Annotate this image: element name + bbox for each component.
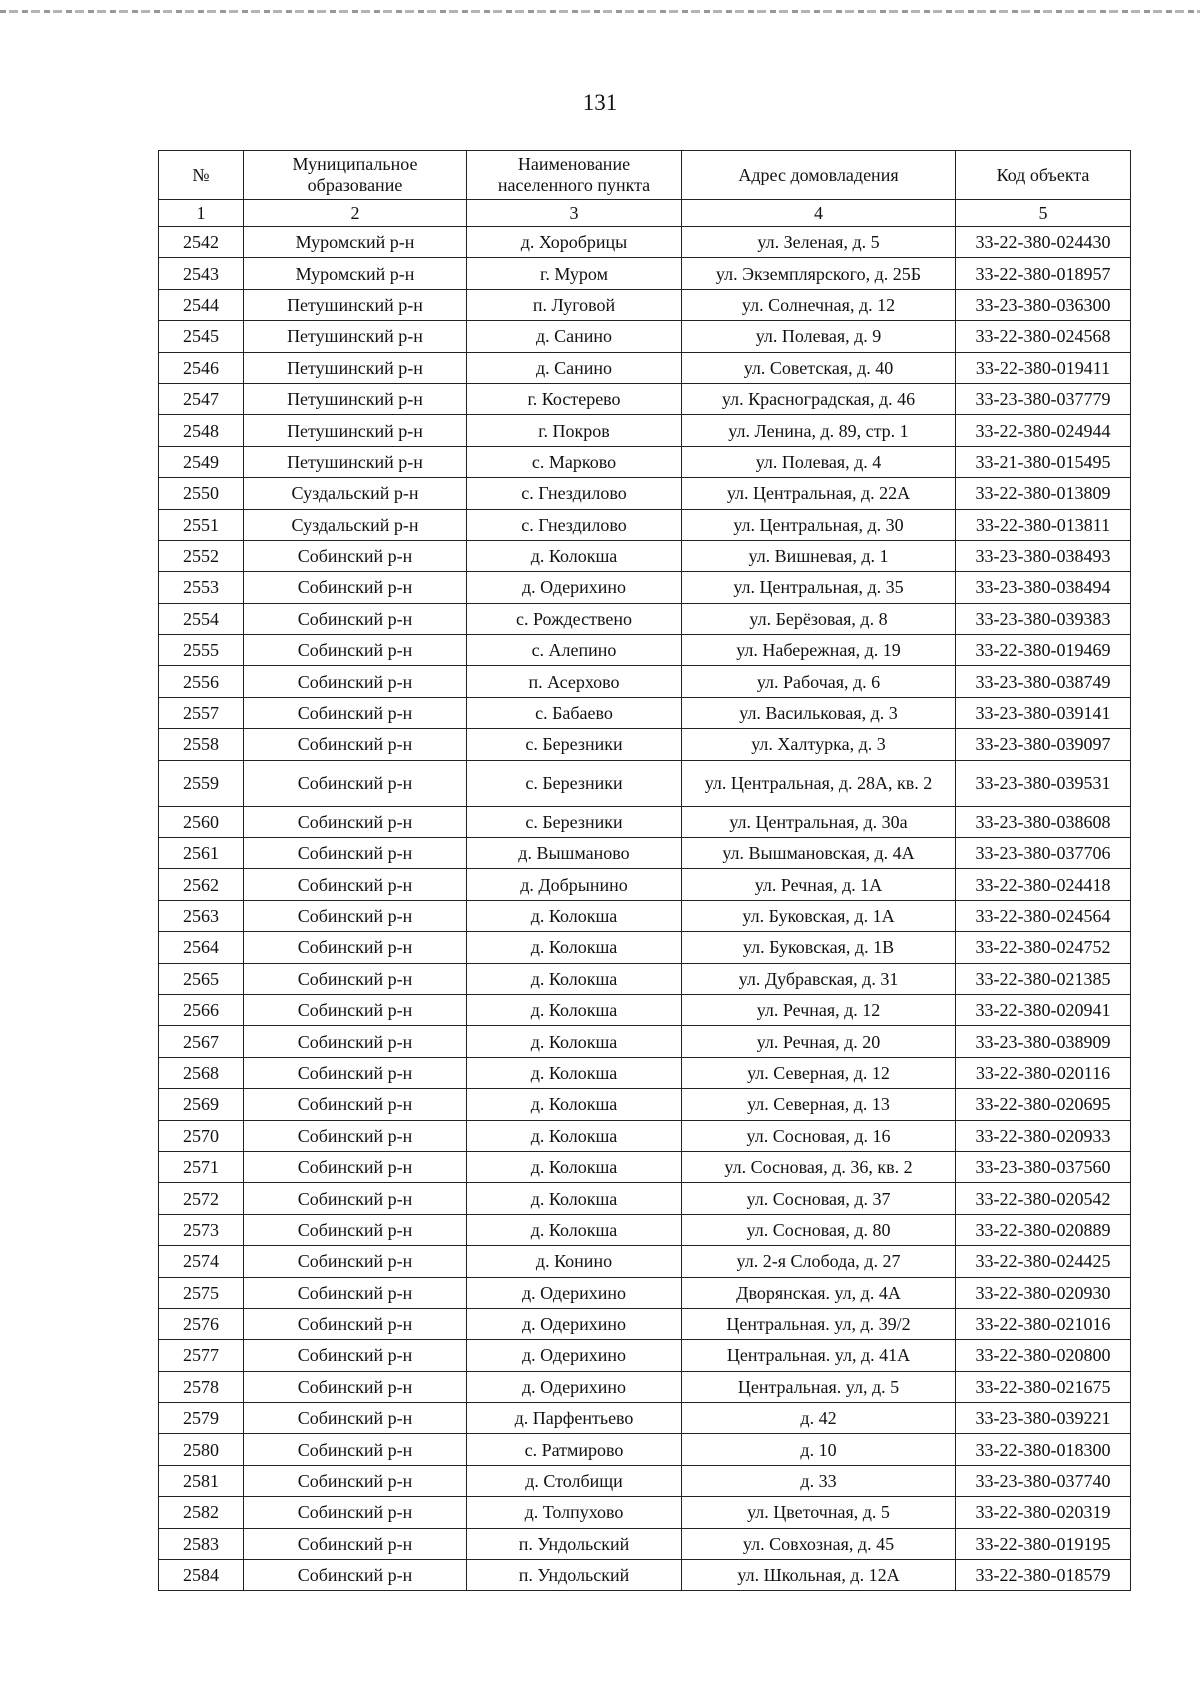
cell-address: ул. Сосновая, д. 16 (682, 1120, 956, 1151)
cell-settlement: д. Одерихино (467, 1277, 682, 1308)
cell-settlement: д. Столбищи (467, 1465, 682, 1496)
cell-number: 2552 (159, 540, 244, 571)
table-row (159, 1183, 1131, 1214)
cell-municipality: Собинский р-н (244, 963, 467, 994)
table-row (159, 1308, 1131, 1339)
cell-settlement: д. Хоробрицы (467, 227, 682, 258)
cell-number: 2568 (159, 1057, 244, 1088)
cell-municipality: Собинский р-н (244, 603, 467, 634)
cell-number: 2583 (159, 1528, 244, 1559)
cell-number: 2551 (159, 509, 244, 540)
cell-object-code: 33-22-380-021675 (956, 1371, 1131, 1402)
cell-municipality: Собинский р-н (244, 666, 467, 697)
cell-municipality: Собинский р-н (244, 1277, 467, 1308)
table-row (159, 540, 1131, 571)
cell-object-code: 33-22-380-018957 (956, 258, 1131, 289)
cell-object-code: 33-22-380-021385 (956, 963, 1131, 994)
cell-object-code: 33-22-380-018579 (956, 1560, 1131, 1591)
column-number-row (159, 200, 1131, 227)
cell-object-code: 33-22-380-024425 (956, 1246, 1131, 1277)
cell-address: ул. Халтурка, д. 3 (682, 729, 956, 760)
cell-address: ул. Полевая, д. 9 (682, 321, 956, 352)
cell-settlement: д. Колокша (467, 540, 682, 571)
cell-number: 2564 (159, 932, 244, 963)
table-row (159, 321, 1131, 352)
cell-settlement: д. Колокша (467, 1026, 682, 1057)
cell-municipality: Петушинский р-н (244, 446, 467, 477)
cell-municipality: Собинский р-н (244, 1308, 467, 1339)
cell-number: 2563 (159, 900, 244, 931)
column-number: 4 (682, 200, 956, 227)
cell-municipality: Собинский р-н (244, 540, 467, 571)
cell-settlement: д. Парфентьево (467, 1403, 682, 1434)
table-row (159, 509, 1131, 540)
table-row (159, 227, 1131, 258)
cell-number: 2567 (159, 1026, 244, 1057)
table-row (159, 572, 1131, 603)
cell-address: Центральная. ул, д. 41А (682, 1340, 956, 1371)
header-settlement: Наименование населенного пункта (467, 151, 682, 200)
cell-settlement: д. Одерихино (467, 1340, 682, 1371)
header-number: № (159, 151, 244, 200)
cell-settlement: с. Гнездилово (467, 478, 682, 509)
cell-object-code: 33-22-380-020319 (956, 1497, 1131, 1528)
cell-municipality: Собинский р-н (244, 1120, 467, 1151)
cell-number: 2557 (159, 697, 244, 728)
cell-object-code: 33-23-380-038909 (956, 1026, 1131, 1057)
cell-object-code: 33-22-380-019469 (956, 635, 1131, 666)
table-row (159, 1089, 1131, 1120)
cell-address: ул. Центральная, д. 22А (682, 478, 956, 509)
table-row (159, 635, 1131, 666)
cell-object-code: 33-23-380-038494 (956, 572, 1131, 603)
cell-settlement: с. Алепино (467, 635, 682, 666)
cell-municipality: Собинский р-н (244, 760, 467, 806)
table-row (159, 838, 1131, 869)
table-row (159, 1277, 1131, 1308)
cell-municipality: Собинский р-н (244, 1026, 467, 1057)
cell-municipality: Собинский р-н (244, 1497, 467, 1528)
cell-address: ул. Северная, д. 12 (682, 1057, 956, 1088)
table-row (159, 1403, 1131, 1434)
table-row (159, 806, 1131, 837)
cell-address: ул. Центральная, д. 30 (682, 509, 956, 540)
header-object-code: Код объекта (956, 151, 1131, 200)
cell-address: ул. Северная, д. 13 (682, 1089, 956, 1120)
cell-number: 2542 (159, 227, 244, 258)
cell-number: 2580 (159, 1434, 244, 1465)
table-row (159, 994, 1131, 1025)
cell-number: 2579 (159, 1403, 244, 1434)
cell-object-code: 33-22-380-021016 (956, 1308, 1131, 1339)
cell-address: д. 10 (682, 1434, 956, 1465)
cell-object-code: 33-22-380-024418 (956, 869, 1131, 900)
cell-address: Центральная. ул, д. 39/2 (682, 1308, 956, 1339)
cell-settlement: г. Покров (467, 415, 682, 446)
cell-object-code: 33-23-380-037740 (956, 1465, 1131, 1496)
cell-object-code: 33-22-380-020116 (956, 1057, 1131, 1088)
table-row (159, 1214, 1131, 1245)
cell-number: 2570 (159, 1120, 244, 1151)
cell-settlement: д. Колокша (467, 1214, 682, 1245)
table-row (159, 603, 1131, 634)
cell-municipality: Петушинский р-н (244, 352, 467, 383)
cell-object-code: 33-23-380-038608 (956, 806, 1131, 837)
cell-municipality: Собинский р-н (244, 697, 467, 728)
cell-number: 2576 (159, 1308, 244, 1339)
table-row (159, 1057, 1131, 1088)
page-number: 131 (582, 90, 618, 115)
table-row (159, 963, 1131, 994)
cell-object-code: 33-22-380-024752 (956, 932, 1131, 963)
cell-object-code: 33-22-380-013811 (956, 509, 1131, 540)
cell-address: ул. Речная, д. 1А (682, 869, 956, 900)
cell-settlement: д. Добрынино (467, 869, 682, 900)
column-number: 2 (244, 200, 467, 227)
cell-settlement: д. Колокша (467, 900, 682, 931)
table-row (159, 697, 1131, 728)
cell-object-code: 33-23-380-039097 (956, 729, 1131, 760)
cell-number: 2572 (159, 1183, 244, 1214)
cell-settlement: д. Конино (467, 1246, 682, 1277)
cell-settlement: с. Марково (467, 446, 682, 477)
cell-number: 2575 (159, 1277, 244, 1308)
cell-municipality: Собинский р-н (244, 869, 467, 900)
cell-address: ул. Сосновая, д. 80 (682, 1214, 956, 1245)
cell-settlement: д. Колокша (467, 994, 682, 1025)
cell-municipality: Собинский р-н (244, 1340, 467, 1371)
cell-object-code: 33-23-380-037560 (956, 1151, 1131, 1182)
cell-municipality: Петушинский р-н (244, 383, 467, 414)
cell-object-code: 33-22-380-020941 (956, 994, 1131, 1025)
table-row (159, 760, 1131, 806)
header-municipality: Муниципальное образование (244, 151, 467, 200)
cell-number: 2558 (159, 729, 244, 760)
cell-number: 2569 (159, 1089, 244, 1120)
cell-address: ул. Рабочая, д. 6 (682, 666, 956, 697)
cell-settlement: г. Муром (467, 258, 682, 289)
cell-address: ул. Набережная, д. 19 (682, 635, 956, 666)
cell-settlement: с. Рождествено (467, 603, 682, 634)
cell-municipality: Собинский р-н (244, 572, 467, 603)
cell-object-code: 33-23-380-037706 (956, 838, 1131, 869)
cell-number: 2566 (159, 994, 244, 1025)
cell-municipality: Собинский р-н (244, 1246, 467, 1277)
cell-number: 2553 (159, 572, 244, 603)
cell-object-code: 33-23-380-038493 (956, 540, 1131, 571)
cell-number: 2554 (159, 603, 244, 634)
table-body (159, 227, 1131, 1591)
cell-municipality: Собинский р-н (244, 729, 467, 760)
cell-municipality: Собинский р-н (244, 932, 467, 963)
cell-settlement: д. Вышманово (467, 838, 682, 869)
cell-address: ул. Васильковая, д. 3 (682, 697, 956, 728)
cell-address: ул. Советская, д. 40 (682, 352, 956, 383)
cell-settlement: д. Колокша (467, 1151, 682, 1182)
cell-settlement: д. Толпухово (467, 1497, 682, 1528)
cell-municipality: Собинский р-н (244, 1151, 467, 1182)
cell-object-code: 33-22-380-024564 (956, 900, 1131, 931)
cell-address: ул. Полевая, д. 4 (682, 446, 956, 477)
cell-settlement: с. Ратмирово (467, 1434, 682, 1465)
cell-municipality: Собинский р-н (244, 1371, 467, 1402)
cell-municipality: Собинский р-н (244, 635, 467, 666)
cell-municipality: Собинский р-н (244, 1465, 467, 1496)
cell-settlement: с. Березники (467, 760, 682, 806)
cell-municipality: Собинский р-н (244, 1560, 467, 1591)
cell-number: 2548 (159, 415, 244, 446)
cell-address: ул. Центральная, д. 30а (682, 806, 956, 837)
cell-address: ул. Вишневая, д. 1 (682, 540, 956, 571)
cell-address: ул. Берёзовая, д. 8 (682, 603, 956, 634)
scan-edge-line (0, 10, 1200, 13)
table-row (159, 1340, 1131, 1371)
cell-settlement: п. Ундольский (467, 1560, 682, 1591)
cell-municipality: Суздальский р-н (244, 509, 467, 540)
cell-settlement: с. Березники (467, 806, 682, 837)
cell-settlement: д. Одерихино (467, 1308, 682, 1339)
column-number: 3 (467, 200, 682, 227)
cell-address: д. 42 (682, 1403, 956, 1434)
cell-municipality: Собинский р-н (244, 838, 467, 869)
cell-settlement: д. Одерихино (467, 1371, 682, 1402)
column-number: 1 (159, 200, 244, 227)
cell-object-code: 33-22-380-013809 (956, 478, 1131, 509)
cell-municipality: Собинский р-н (244, 1434, 467, 1465)
cell-address: ул. Сосновая, д. 36, кв. 2 (682, 1151, 956, 1182)
cell-object-code: 33-22-380-024944 (956, 415, 1131, 446)
cell-municipality: Суздальский р-н (244, 478, 467, 509)
cell-settlement: д. Колокша (467, 1120, 682, 1151)
table-row (159, 869, 1131, 900)
cell-object-code: 33-22-380-020889 (956, 1214, 1131, 1245)
cell-municipality: Муромский р-н (244, 258, 467, 289)
cell-address: д. 33 (682, 1465, 956, 1496)
cell-object-code: 33-23-380-036300 (956, 289, 1131, 320)
table-row (159, 258, 1131, 289)
cell-municipality: Собинский р-н (244, 1214, 467, 1245)
cell-number: 2574 (159, 1246, 244, 1277)
cell-number: 2562 (159, 869, 244, 900)
cell-object-code: 33-23-380-038749 (956, 666, 1131, 697)
cell-settlement: д. Санино (467, 352, 682, 383)
cell-address: ул. Буковская, д. 1В (682, 932, 956, 963)
cell-settlement: д. Колокша (467, 1057, 682, 1088)
cell-address: ул. Школьная, д. 12А (682, 1560, 956, 1591)
cell-number: 2547 (159, 383, 244, 414)
table-row (159, 478, 1131, 509)
cell-object-code: 33-21-380-015495 (956, 446, 1131, 477)
cell-settlement: с. Гнездилово (467, 509, 682, 540)
table-row (159, 446, 1131, 477)
cell-municipality: Муромский р-н (244, 227, 467, 258)
registry-table (158, 150, 1131, 1591)
cell-number: 2571 (159, 1151, 244, 1182)
cell-municipality: Собинский р-н (244, 1089, 467, 1120)
cell-municipality: Собинский р-н (244, 1403, 467, 1434)
cell-address: ул. 2-я Слобода, д. 27 (682, 1246, 956, 1277)
table-row (159, 1246, 1131, 1277)
table-row (159, 383, 1131, 414)
cell-address: ул. Дубравская, д. 31 (682, 963, 956, 994)
table-row (159, 1465, 1131, 1496)
cell-settlement: п. Ундольский (467, 1528, 682, 1559)
cell-address: ул. Буковская, д. 1А (682, 900, 956, 931)
cell-address: ул. Центральная, д. 35 (682, 572, 956, 603)
table-row (159, 1371, 1131, 1402)
cell-object-code: 33-22-380-020933 (956, 1120, 1131, 1151)
cell-address: ул. Речная, д. 20 (682, 1026, 956, 1057)
cell-settlement: с. Бабаево (467, 697, 682, 728)
cell-address: ул. Центральная, д. 28А, кв. 2 (682, 760, 956, 806)
cell-municipality: Собинский р-н (244, 1528, 467, 1559)
cell-object-code: 33-22-380-024430 (956, 227, 1131, 258)
cell-settlement: г. Костерево (467, 383, 682, 414)
cell-address: Центральная. ул, д. 5 (682, 1371, 956, 1402)
cell-municipality: Собинский р-н (244, 1183, 467, 1214)
table-header (159, 151, 1131, 227)
column-number: 5 (956, 200, 1131, 227)
cell-settlement: д. Колокша (467, 963, 682, 994)
cell-number: 2550 (159, 478, 244, 509)
table-row (159, 1560, 1131, 1591)
cell-address: ул. Вышмановская, д. 4А (682, 838, 956, 869)
cell-number: 2565 (159, 963, 244, 994)
cell-number: 2561 (159, 838, 244, 869)
cell-object-code: 33-23-380-039221 (956, 1403, 1131, 1434)
table-row (159, 666, 1131, 697)
cell-object-code: 33-22-380-020800 (956, 1340, 1131, 1371)
cell-municipality: Собинский р-н (244, 994, 467, 1025)
cell-municipality: Собинский р-н (244, 806, 467, 837)
cell-municipality: Петушинский р-н (244, 289, 467, 320)
cell-address: ул. Зеленая, д. 5 (682, 227, 956, 258)
cell-object-code: 33-23-380-039383 (956, 603, 1131, 634)
cell-number: 2546 (159, 352, 244, 383)
table-row (159, 415, 1131, 446)
cell-object-code: 33-23-380-039531 (956, 760, 1131, 806)
cell-address: ул. Цветочная, д. 5 (682, 1497, 956, 1528)
cell-municipality: Собинский р-н (244, 1057, 467, 1088)
cell-settlement: д. Колокша (467, 1089, 682, 1120)
cell-address: Дворянская. ул, д. 4А (682, 1277, 956, 1308)
cell-settlement: д. Одерихино (467, 572, 682, 603)
table-row (159, 900, 1131, 931)
table-row (159, 352, 1131, 383)
cell-number: 2555 (159, 635, 244, 666)
cell-settlement: д. Санино (467, 321, 682, 352)
cell-number: 2584 (159, 1560, 244, 1591)
table-row (159, 729, 1131, 760)
cell-object-code: 33-23-380-039141 (956, 697, 1131, 728)
cell-municipality: Собинский р-н (244, 900, 467, 931)
cell-number: 2582 (159, 1497, 244, 1528)
cell-object-code: 33-22-380-020930 (956, 1277, 1131, 1308)
cell-object-code: 33-22-380-024568 (956, 321, 1131, 352)
cell-address: ул. Красноградская, д. 46 (682, 383, 956, 414)
table-row (159, 1434, 1131, 1465)
cell-municipality: Петушинский р-н (244, 321, 467, 352)
cell-object-code: 33-22-380-018300 (956, 1434, 1131, 1465)
cell-object-code: 33-23-380-037779 (956, 383, 1131, 414)
cell-object-code: 33-22-380-019411 (956, 352, 1131, 383)
table-row (159, 932, 1131, 963)
cell-settlement: п. Луговой (467, 289, 682, 320)
cell-object-code: 33-22-380-020695 (956, 1089, 1131, 1120)
cell-object-code: 33-22-380-020542 (956, 1183, 1131, 1214)
cell-number: 2543 (159, 258, 244, 289)
cell-address: ул. Экземплярского, д. 25Б (682, 258, 956, 289)
cell-number: 2573 (159, 1214, 244, 1245)
cell-number: 2549 (159, 446, 244, 477)
cell-address: ул. Ленина, д. 89, стр. 1 (682, 415, 956, 446)
cell-number: 2560 (159, 806, 244, 837)
header-row (159, 151, 1131, 200)
cell-address: ул. Совхозная, д. 45 (682, 1528, 956, 1559)
cell-settlement: п. Асерхово (467, 666, 682, 697)
cell-number: 2581 (159, 1465, 244, 1496)
table-row (159, 289, 1131, 320)
cell-settlement: д. Колокша (467, 1183, 682, 1214)
cell-number: 2545 (159, 321, 244, 352)
cell-settlement: с. Березники (467, 729, 682, 760)
cell-address: ул. Сосновая, д. 37 (682, 1183, 956, 1214)
cell-number: 2578 (159, 1371, 244, 1402)
table-row (159, 1151, 1131, 1182)
cell-address: ул. Речная, д. 12 (682, 994, 956, 1025)
cell-number: 2556 (159, 666, 244, 697)
cell-municipality: Петушинский р-н (244, 415, 467, 446)
cell-number: 2559 (159, 760, 244, 806)
table-row (159, 1120, 1131, 1151)
cell-address: ул. Солнечная, д. 12 (682, 289, 956, 320)
cell-object-code: 33-22-380-019195 (956, 1528, 1131, 1559)
cell-settlement: д. Колокша (467, 932, 682, 963)
header-address: Адрес домовладения (682, 151, 956, 200)
table-row (159, 1497, 1131, 1528)
cell-number: 2544 (159, 289, 244, 320)
table-row (159, 1528, 1131, 1559)
table-row (159, 1026, 1131, 1057)
cell-number: 2577 (159, 1340, 244, 1371)
